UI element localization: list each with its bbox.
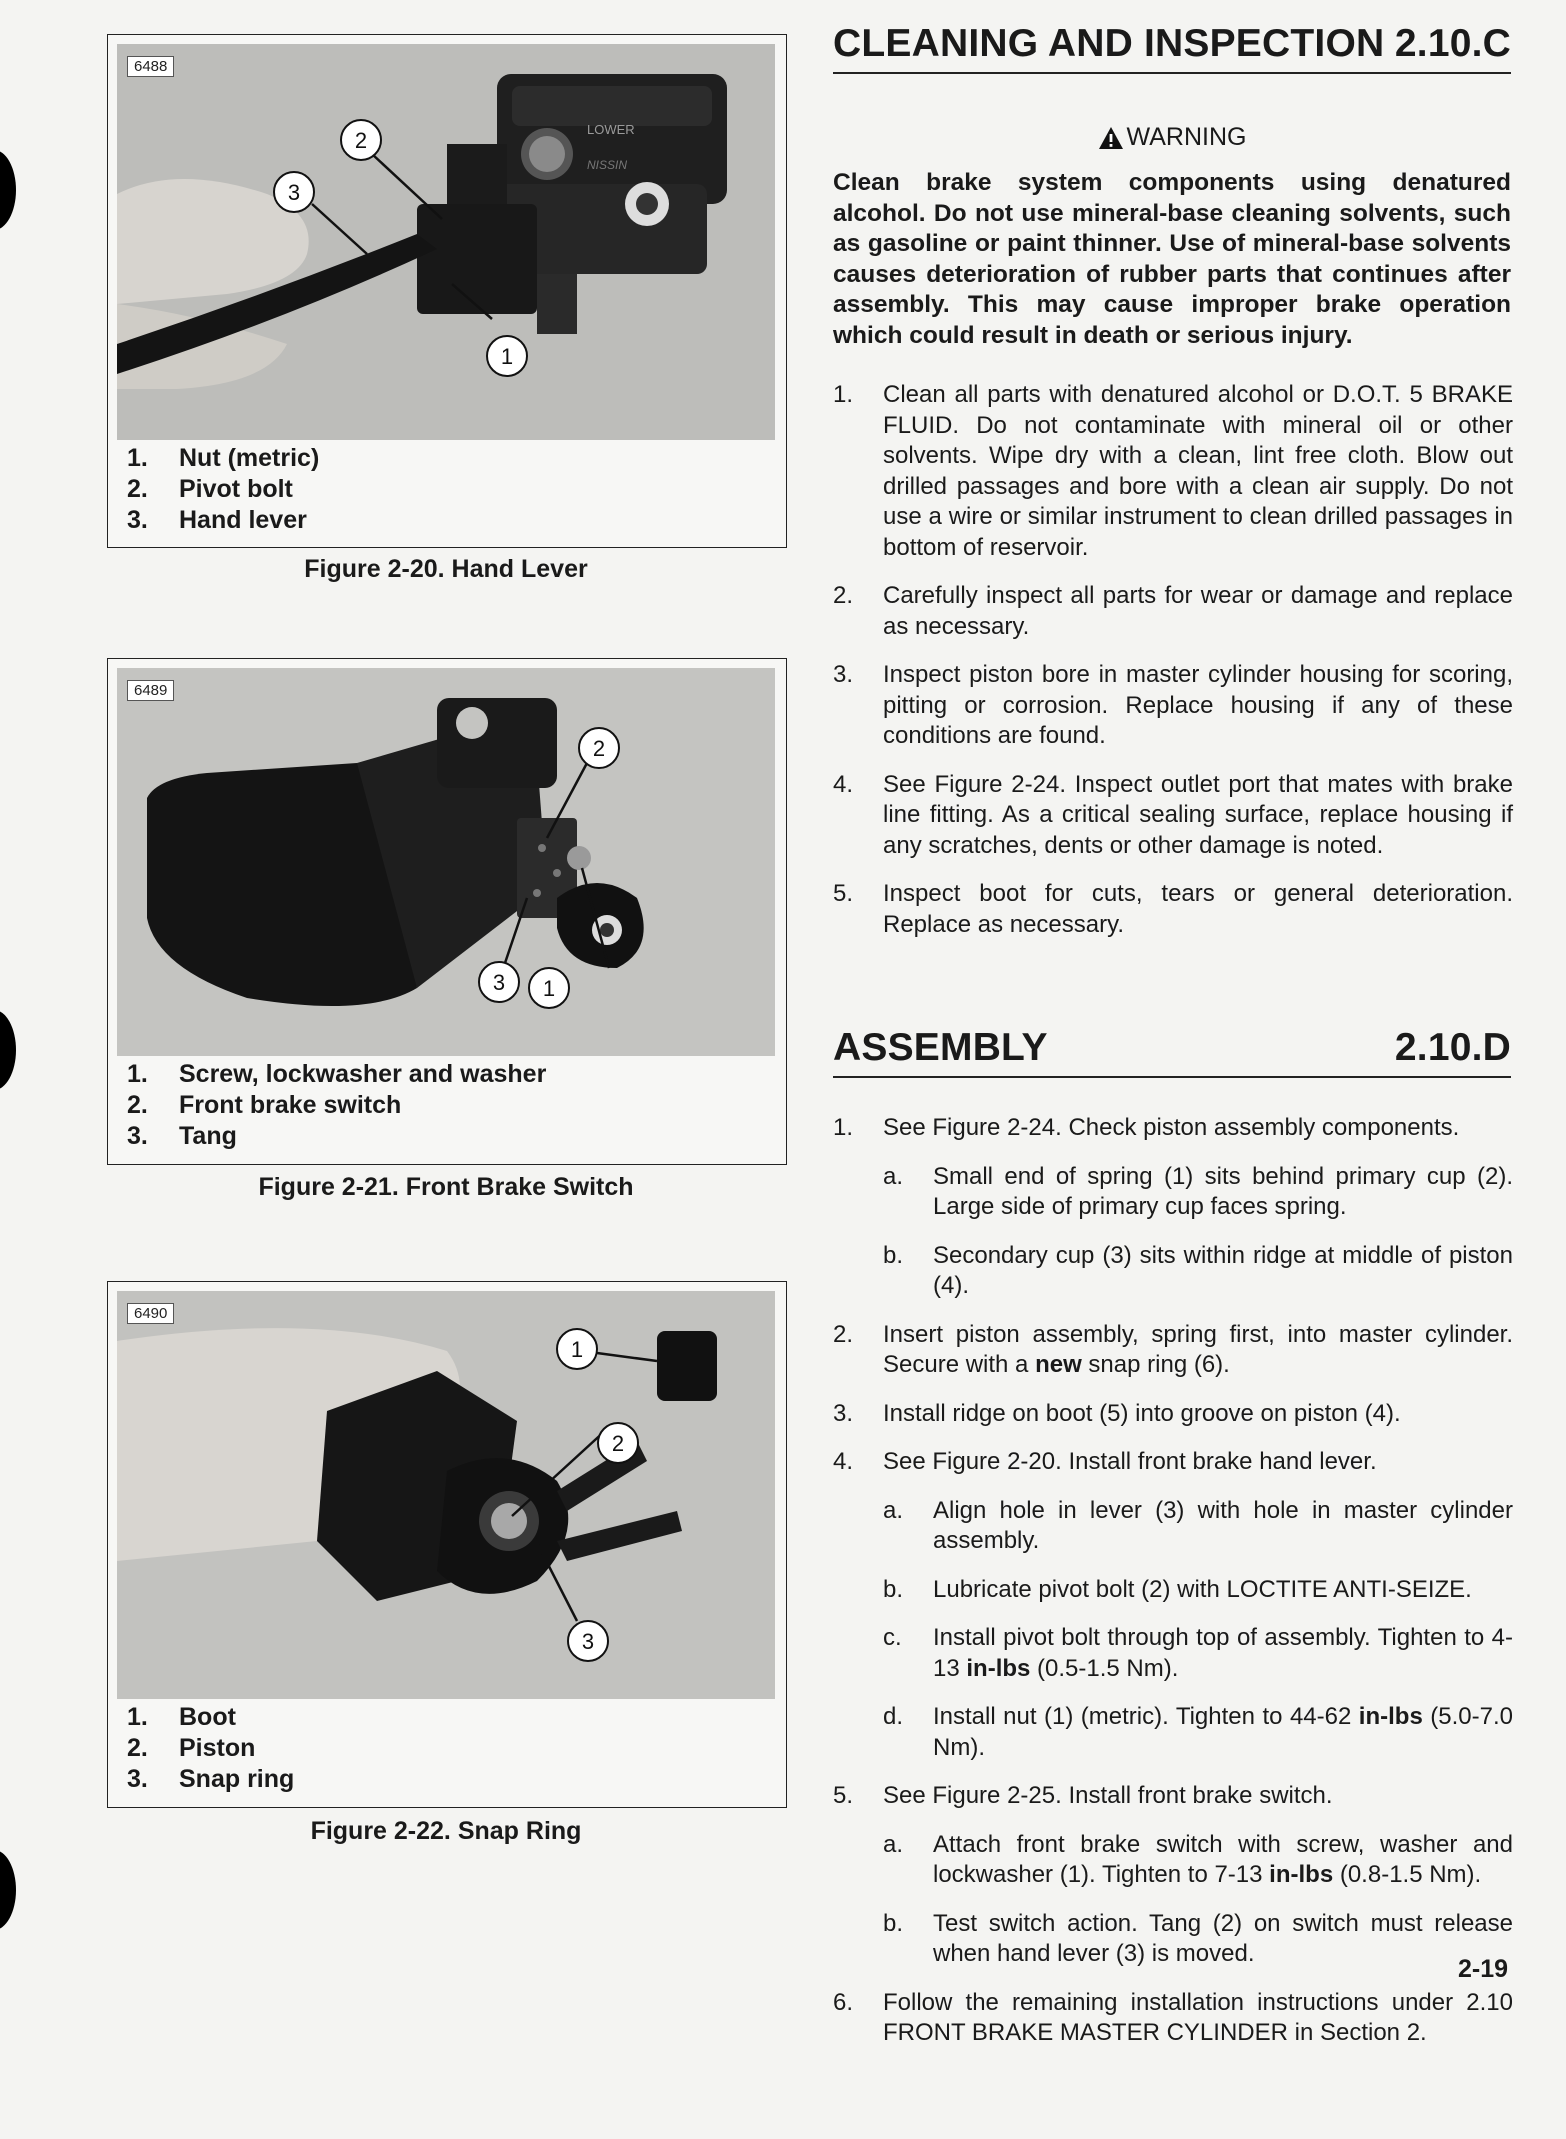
assembly-steps [833,1113,1513,2049]
callout-3: 3 [492,970,506,995]
legend-item: 1. Screw, lockwasher and washer [127,1060,547,1088]
callout-1: 1 [500,344,514,369]
list-item: 2. Insert piston assembly, spring first, into master cylinder. Secure with a new snap ring (6). [833,1320,1513,1378]
snap-ring-illustration [117,1291,775,1699]
assembly-heading [833,1026,1511,1078]
sub-item: b. Lubricate pivot bolt (2) with LOCTITE ANTI-SEIZE. [883,1575,1472,1603]
legend-item: 3. Hand lever [127,506,307,534]
figure-legend [127,1702,294,1795]
hand-lever-photo [117,44,775,440]
sub-item: b. Test switch action. Tang (2) on switch must release when hand lever (3) is moved. [883,1909,1513,1967]
callout-1: 1 [542,976,556,1001]
figure-caption: Figure 2-22. Snap Ring [310,1817,582,1845]
section-number: 2.10.C [1394,22,1511,65]
figure-hand-lever [107,34,787,548]
cleaning-heading [833,22,1511,74]
photo-id: 6488 [127,56,174,77]
binder-hole [0,150,16,230]
sub-item: d. Install nut (1) (metric). Tighten to 44-62 in-lbs (5.0-7.0 Nm). [883,1703,1513,1761]
legend-item: 2. Piston [127,1734,256,1762]
legend-item: 1. Nut (metric) [127,444,320,472]
list-item: 2. Carefully inspect all parts for wear or damage and replace as necessary. [833,582,1513,640]
figure-legend [127,443,319,536]
figure-caption: Figure 2-20. Hand Lever [304,555,588,583]
warning-heading [833,123,1511,152]
reservoir-label-lower: LOWER [587,122,635,137]
list-item: 1. See Figure 2-24. Check piston assembly components. [833,1114,1460,1141]
sub-item: c. Install pivot bolt through top of assembly. Tighten to 4-13 in-lbs (0.5-1.5 Nm). [883,1624,1513,1682]
section-title: ASSEMBLY [833,1026,1048,1069]
figure-front-brake-switch [107,658,787,1165]
binder-hole [0,1010,16,1090]
warning-label: WARNING [1126,123,1247,151]
legend-item: 2. Pivot bolt [127,475,293,503]
list-item: 4. See Figure 2-24. Inspect outlet port that mates with brake line fitting. As a critical sealing surface, replace housing if any scratches, dents or other damage is noted. [833,770,1513,859]
brake-switch-illustration [117,668,775,1056]
sub-item: a. Attach front brake switch with screw, washer and lockwasher (1). Tighten to 7-13 in-lbs (0.8-1.5 Nm). [883,1830,1513,1888]
callout-2: 2 [354,128,368,153]
cleaning-steps [833,380,1513,940]
callout-3: 3 [581,1629,595,1654]
legend-item: 1. Boot [127,1703,236,1731]
legend-item: 3. Snap ring [127,1765,295,1793]
sub-item: a. Align hole in lever (3) with hole in master cylinder assembly. [883,1496,1513,1554]
warning-triangle-icon [1098,126,1124,150]
legend-item: 3. Tang [127,1122,237,1150]
list-item: 5. Inspect boot for cuts, tears or general deterioration. Replace as necessary. [833,880,1513,938]
legend-item: 2. Front brake switch [127,1091,402,1119]
warning-text: Clean brake system components using denatured alcohol. Do not use mineral-base cleaning solvents, such as gasoline or paint thinner. Use of mineral-base solvents causes deterioration of rubber parts that continues after assembly. This may cause improper brake operation which could result in death or serious injury. [833,169,1511,349]
figure-snap-ring [107,1281,787,1808]
photo-id: 6489 [127,680,174,701]
list-item: 3. Inspect piston bore in master cylinder housing for scoring, pitting or corrosion. Replace housing if any of these conditions are found. [833,661,1513,749]
figure-caption: Figure 2-21. Front Brake Switch [258,1173,634,1201]
binder-hole [0,1850,16,1930]
list-item: 1. Clean all parts with denatured alcohol or D.O.T. 5 BRAKE FLUID. Do not contaminate with mineral oil or other solvents. Wipe dry with a clean, lint free cloth. Blow out drilled passages and bore with a clean air supply. Do not use a wire or similar instrument to clean drilled passages in bottom of reservoir. [833,381,1513,561]
snap-ring-photo [117,1291,775,1699]
list-item: 3. Install ridge on boot (5) into groove on piston (4). [833,1399,1401,1427]
callout-1: 1 [570,1337,584,1362]
hand-lever-illustration [117,44,775,440]
figure-legend [127,1059,546,1152]
list-item: 4. See Figure 2-20. Install front brake hand lever. [833,1448,1377,1475]
brake-switch-photo [117,668,775,1056]
callout-3: 3 [287,180,301,205]
photo-id: 6490 [127,1303,174,1324]
list-item: 6. Follow the remaining installation instructions under 2.10 FRONT BRAKE MASTER CYLINDER in Section 2. [833,1988,1513,2046]
reservoir-label-brand: NISSIN [587,158,628,172]
callout-2: 2 [592,736,606,761]
section-number: 2.10.D [1394,1026,1511,1069]
sub-item: a. Small end of spring (1) sits behind primary cup (2). Large side of primary cup faces spring. [883,1162,1513,1220]
sub-item: b. Secondary cup (3) sits within ridge at middle of piston (4). [883,1241,1513,1299]
list-item: 5. See Figure 2-25. Install front brake switch. [833,1782,1333,1809]
callout-2: 2 [611,1431,625,1456]
page-number: 2-19 [1458,1955,1509,1983]
section-title: CLEANING AND INSPECTION [833,22,1385,65]
